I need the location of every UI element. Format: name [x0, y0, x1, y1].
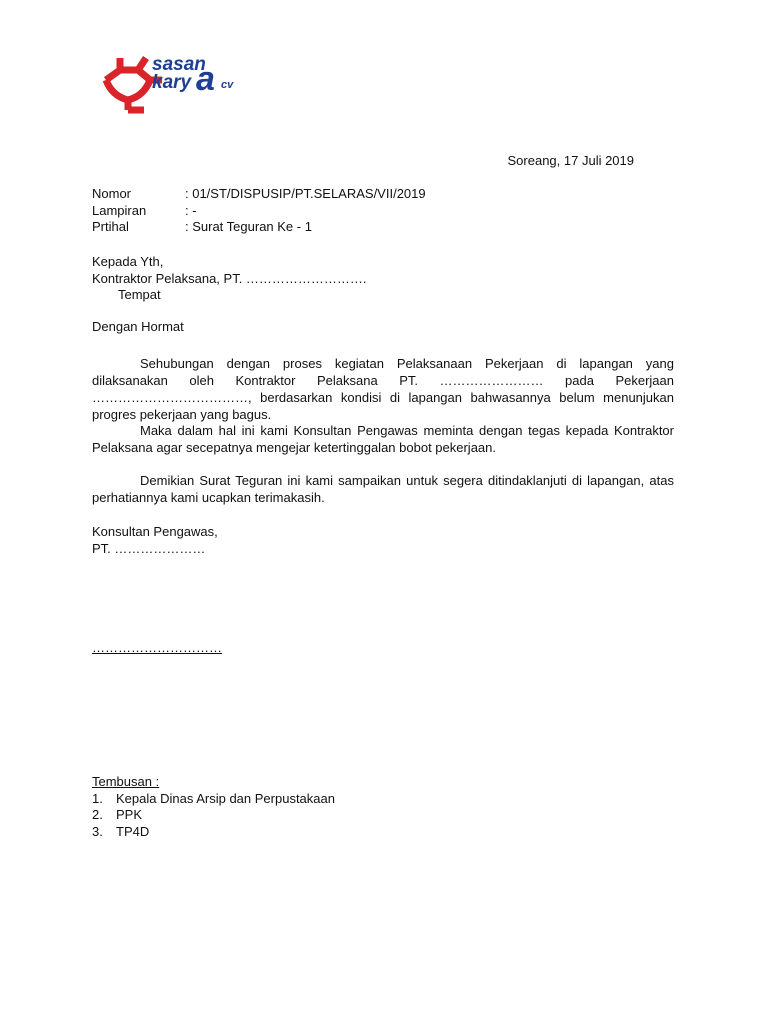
body-paragraph: Sehubungan dengan proses kegiatan Pelaksanaan Pekerjaan di lapangan yang dilaksanakan oleh Kontraktor Pelaksana PT. …………………… pada Pekerjaan ………………………………, berdasarkan kondisi di lapangan bahwasannya belum menunjukan progres pekerjaan yang bagus.	[92, 356, 674, 422]
carbon-copy-block	[92, 774, 335, 840]
letter-date: Soreang, 17 Juli 2019	[507, 153, 634, 168]
recipient-name: Kontraktor Pelaksana, PT. ……………………….	[92, 270, 367, 286]
signer-role: Konsultan Pengawas,	[92, 524, 218, 539]
meta-row-lampiran	[92, 203, 426, 220]
meta-value: : 01/ST/DISPUSIP/PT.SELARAS/VII/2019	[185, 186, 426, 201]
meta-value: : -	[185, 202, 197, 218]
list-item	[92, 791, 335, 808]
logo-text-a: a	[196, 60, 215, 98]
meta-value: : Surat Teguran Ke - 1	[185, 219, 312, 234]
list-text: Kepala Dinas Arsip dan Perpustakaan	[116, 790, 335, 806]
list-number: 2.	[92, 807, 103, 822]
signer-company: PT. …………………	[92, 540, 206, 556]
meta-label: Prtihal	[92, 219, 129, 234]
signer-block	[92, 524, 218, 557]
logo-text-kary: kary	[152, 72, 192, 93]
recipient-block	[92, 254, 367, 304]
list-text: PPK	[116, 807, 143, 822]
list-number: 1.	[92, 790, 103, 806]
signature-name-line: …………………………	[92, 640, 222, 655]
body-paragraph: Demikian Surat Teguran ini kami sampaikan untuk segera ditindaklanjuti di lapangan, atas perhatiannya kami ucapkan terimakasih.	[92, 473, 674, 505]
recipient-place: Tempat	[118, 287, 161, 302]
greeting: Dengan Hormat	[92, 319, 184, 334]
cc-title: Tembusan :	[92, 774, 160, 789]
logo-text-sasan: sasan	[152, 54, 206, 75]
meta-label: Lampiran	[92, 202, 147, 218]
meta-row-nomor	[92, 186, 426, 203]
company-logo	[98, 50, 258, 120]
meta-label: Nomor	[92, 186, 132, 201]
cc-list	[92, 791, 335, 841]
list-text: TP4D	[116, 823, 150, 839]
recipient-salutation: Kepada Yth,	[92, 254, 164, 269]
logo-text-cv: cv	[221, 79, 234, 91]
list-item	[92, 824, 335, 841]
meta-row-perihal	[92, 219, 426, 236]
letter-meta	[92, 186, 426, 236]
list-item	[92, 807, 335, 824]
list-number: 3.	[92, 823, 103, 839]
body-paragraph: Maka dalam hal ini kami Konsultan Pengawas meminta dengan tegas kepada Kontraktor Pelaksana agar secepatnya mengejar ketertinggalan bobot pekerjaan.	[92, 423, 674, 455]
